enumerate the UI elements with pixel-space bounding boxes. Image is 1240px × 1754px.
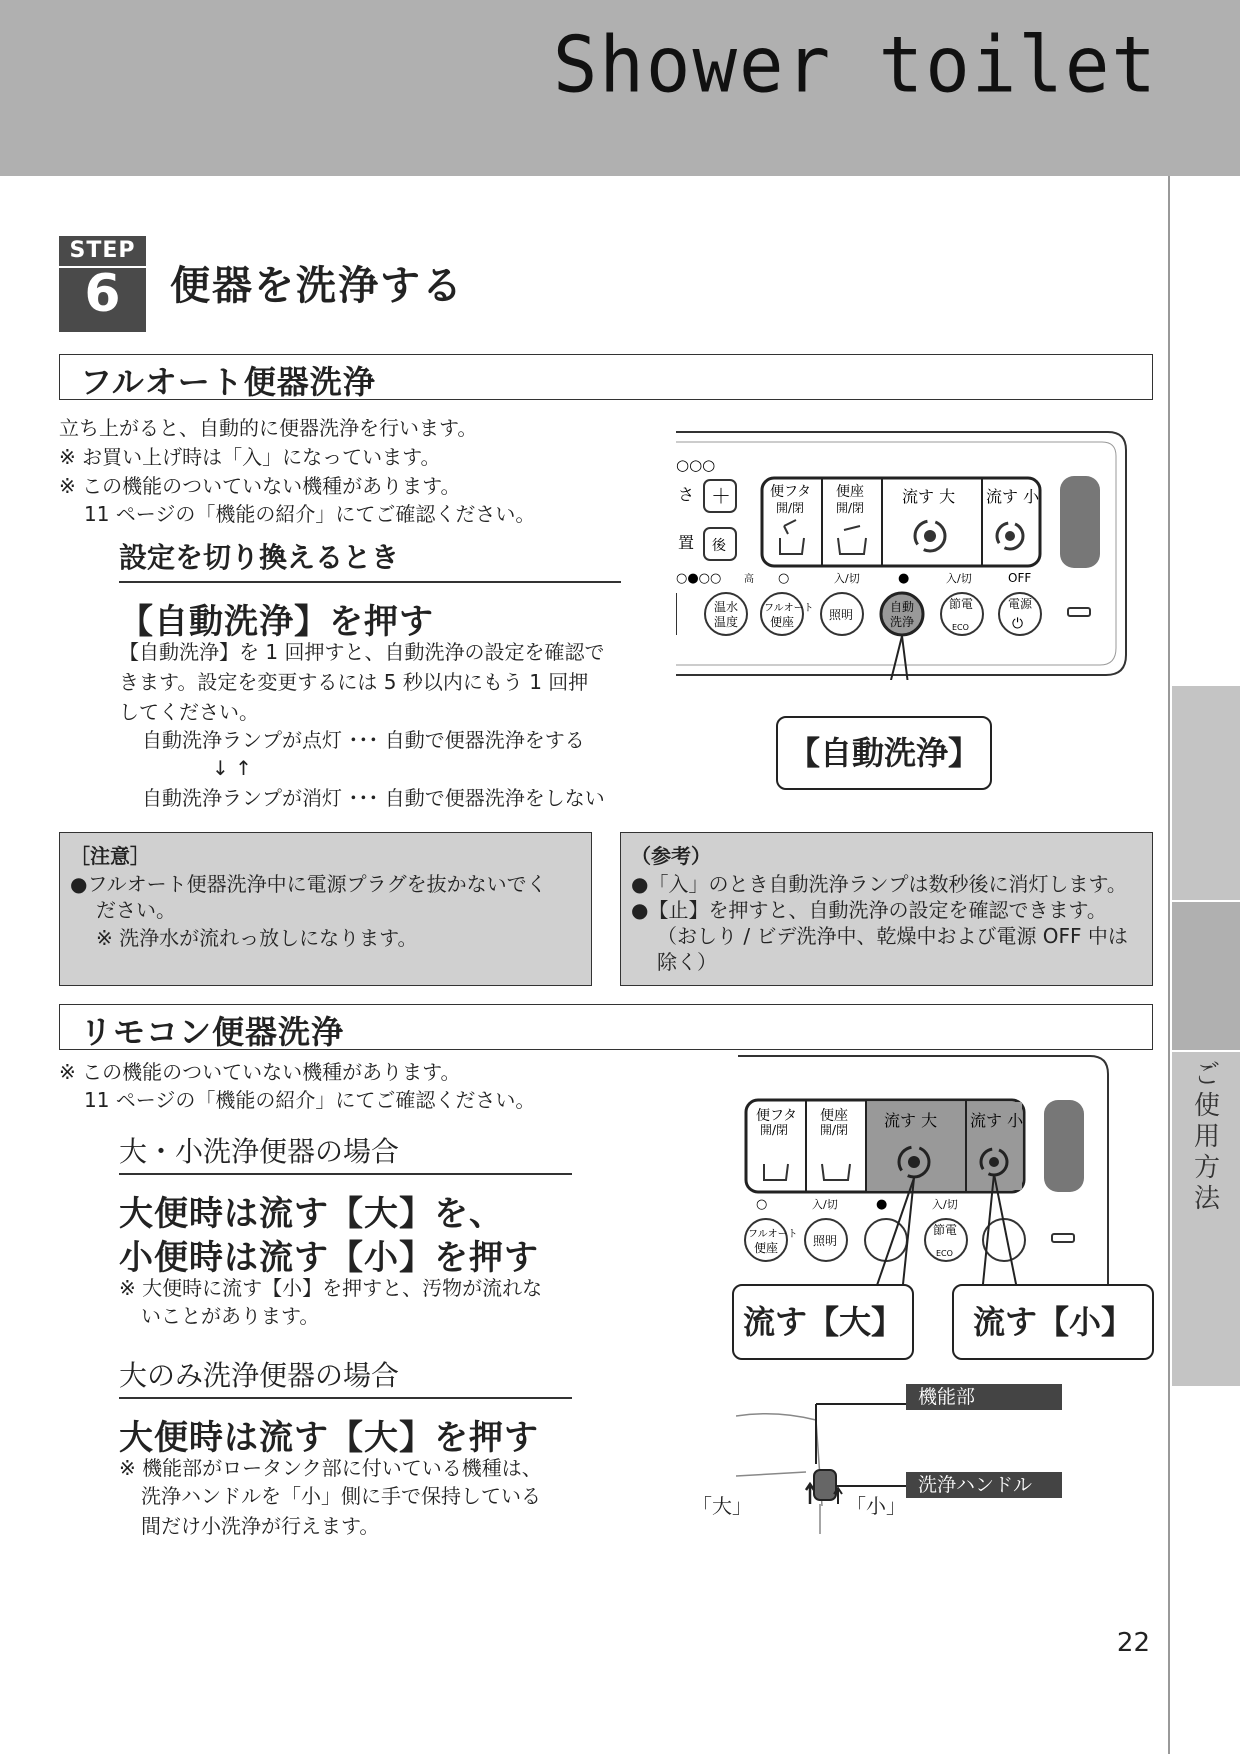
svg-text:節電: 節電: [933, 1223, 958, 1237]
svg-text:高: 高: [744, 574, 754, 585]
svg-text:後: 後: [712, 538, 726, 554]
label-big: 「大」: [692, 1494, 752, 1518]
auto-intro-1: 立ち上がると、自動的に便器洗浄を行います。: [59, 416, 478, 440]
svg-text:ECO: ECO: [936, 1249, 953, 1258]
step-badge: [59, 236, 146, 332]
divider: [119, 1397, 572, 1399]
svg-text:照明: 照明: [813, 1234, 838, 1248]
auto-sub-heading: 設定を切り換えるとき: [119, 541, 400, 574]
side-tab-upper: [1172, 686, 1240, 900]
page-title: 便器を洗浄する: [170, 263, 464, 309]
caution-line-1: ●フルオート便器洗浄中に電源プラグを抜かないでく: [70, 872, 547, 896]
svg-text:さ: さ: [678, 485, 695, 504]
svg-text:温度: 温度: [714, 615, 739, 629]
svg-text:開/閉: 開/閉: [820, 1123, 849, 1137]
case1-note-2: いことがあります。: [141, 1304, 320, 1328]
auto-intro-3: ※ この機能のついていない機種があります。: [59, 474, 461, 498]
brand-logo: Shower toilet: [552, 19, 1158, 111]
svg-text:ECO: ECO: [952, 623, 969, 632]
svg-text:●: ●: [898, 571, 910, 586]
toggle-on: 自動洗浄ランプが点灯 ･･･ 自動で便器洗浄をする: [142, 728, 585, 752]
svg-text:便フタ: 便フタ: [770, 484, 812, 500]
label-handle: 洗浄ハンドル: [906, 1472, 1062, 1498]
svg-text:自動: 自動: [890, 600, 915, 614]
callout-flush-large: 流す【大】: [732, 1284, 914, 1360]
page-number: 22: [1116, 1628, 1150, 1658]
svg-text:○: ○: [778, 571, 790, 586]
reference-line-3: （おしり / ビデ洗浄中、乾燥中および電源 OFF 中は: [657, 924, 1128, 948]
svg-text:流す 小: 流す 小: [970, 1111, 1024, 1130]
svg-text:便座: 便座: [820, 1108, 848, 1124]
svg-text:入/切: 入/切: [946, 572, 972, 585]
section-auto-title: フルオート便器洗浄: [80, 363, 376, 401]
auto-desc-2: きます。設定を変更するには 5 秒以内にもう 1 回押: [119, 670, 589, 694]
caution-line-3: ※ 洗浄水が流れっ放しになります。: [96, 926, 418, 950]
indicator-dots: ○○○: [676, 456, 716, 474]
svg-text:節電: 節電: [949, 597, 974, 611]
remote-flush-illustration: [736, 1054, 1112, 1294]
toggle-off: 自動洗浄ランプが消灯 ･･･ 自動で便器洗浄をしない: [142, 786, 605, 810]
divider: [119, 581, 621, 583]
remote-intro-2: 11 ページの「機能の紹介」にてご確認ください。: [84, 1088, 536, 1112]
step-number: 6: [84, 264, 121, 324]
reference-line-2: ●【止】を押すと、自動洗浄の設定を確認できます。: [631, 898, 1107, 922]
svg-text:○: ○: [756, 1197, 768, 1212]
case1-note-1: ※ 大便時に流す【小】を押すと、汚物が流れな: [119, 1276, 543, 1300]
svg-text:照明: 照明: [829, 608, 854, 622]
auto-action: 【自動洗浄】を押す: [119, 602, 434, 642]
svg-text:便座: 便座: [836, 484, 864, 500]
svg-text:流す 小: 流す 小: [986, 487, 1040, 506]
side-tab-mid: [1172, 902, 1240, 1050]
svg-text:フルオート: フルオート: [764, 603, 814, 614]
svg-text:⏻: ⏻: [1012, 616, 1024, 632]
auto-intro-4: 11 ページの「機能の紹介」にてご確認ください。: [84, 502, 536, 526]
svg-text:入/切: 入/切: [812, 1198, 838, 1211]
case2-note-2: 洗浄ハンドルを「小」側に手で保持している: [141, 1484, 541, 1508]
flush-handle-icon: [814, 1470, 836, 1500]
svg-text:開/閉: 開/閉: [836, 501, 865, 515]
remote-display: [1060, 476, 1100, 568]
callout-flush-small: 流す【小】: [952, 1284, 1154, 1360]
auto-desc-3: してください。: [119, 700, 259, 724]
svg-text:入/切: 入/切: [834, 572, 860, 585]
svg-text:便座: 便座: [770, 615, 795, 629]
caution-title: ［注意］: [70, 844, 150, 868]
svg-text:○●○○: ○●○○: [676, 571, 722, 586]
svg-text:＋: ＋: [711, 484, 731, 508]
section-remote-heading: [59, 1004, 1153, 1050]
svg-text:OFF: OFF: [1008, 571, 1032, 585]
svg-text:開/閉: 開/閉: [776, 501, 805, 515]
reference-box: [620, 832, 1153, 986]
page-header: [0, 0, 1240, 176]
section-remote-title: リモコン便器洗浄: [80, 1013, 345, 1051]
side-tab-label: ご使用方法: [1193, 1060, 1220, 1214]
reference-line-1: ●「入」のとき自動洗浄ランプは数秒後に消灯します。: [631, 872, 1127, 896]
reference-line-4: 除く）: [657, 950, 717, 974]
svg-text:置: 置: [678, 533, 695, 552]
svg-text:入/切: 入/切: [932, 1198, 958, 1211]
svg-text:流す 大: 流す 大: [902, 487, 956, 506]
reference-title: （参考）: [631, 844, 711, 868]
divider: [119, 1173, 572, 1175]
section-auto-heading: [59, 354, 1153, 400]
auto-desc-1: 【自動洗浄】を 1 回押すと、自動洗浄の設定を確認で: [119, 640, 605, 664]
callout-auto-flush: 【自動洗浄】: [776, 716, 992, 790]
svg-text:電源: 電源: [1008, 597, 1033, 611]
svg-text:流す 大: 流す 大: [884, 1111, 938, 1130]
toggle-arrows: ↓ ↑: [212, 756, 252, 780]
case1-action2: 小便時は流す【小】を押す: [119, 1238, 539, 1278]
svg-text:洗浄: 洗浄: [890, 615, 915, 629]
label-small: 「小」: [846, 1494, 906, 1518]
step-label: STEP: [69, 238, 136, 263]
svg-text:フルオート: フルオート: [748, 1229, 798, 1240]
svg-text:便座: 便座: [754, 1241, 779, 1255]
case2-note-1: ※ 機能部がロータンク部に付いている機種は、: [119, 1456, 542, 1480]
case1-title: 大・小洗浄便器の場合: [119, 1135, 400, 1168]
caution-line-2: ださい。: [96, 898, 176, 922]
caution-box: [59, 832, 592, 986]
remote-panel-illustration: [676, 430, 1130, 680]
svg-text:温水: 温水: [714, 600, 739, 614]
remote-intro-1: ※ この機能のついていない機種があります。: [59, 1060, 461, 1084]
auto-intro-2: ※ お買い上げ時は「入」になっています。: [59, 445, 441, 469]
svg-text:便フタ: 便フタ: [756, 1108, 798, 1124]
case2-title: 大のみ洗浄便器の場合: [119, 1359, 400, 1392]
side-rule: [1168, 176, 1170, 1754]
case2-action: 大便時は流す【大】を押す: [119, 1418, 539, 1458]
side-tab-active: [1172, 1052, 1240, 1386]
case1-action1: 大便時は流す【大】を、: [119, 1194, 504, 1234]
svg-text:●: ●: [876, 1197, 888, 1212]
case2-note-3: 間だけ小洗浄が行えます。: [141, 1514, 380, 1538]
label-unit: 機能部: [906, 1384, 1062, 1410]
svg-text:開/閉: 開/閉: [760, 1123, 789, 1137]
